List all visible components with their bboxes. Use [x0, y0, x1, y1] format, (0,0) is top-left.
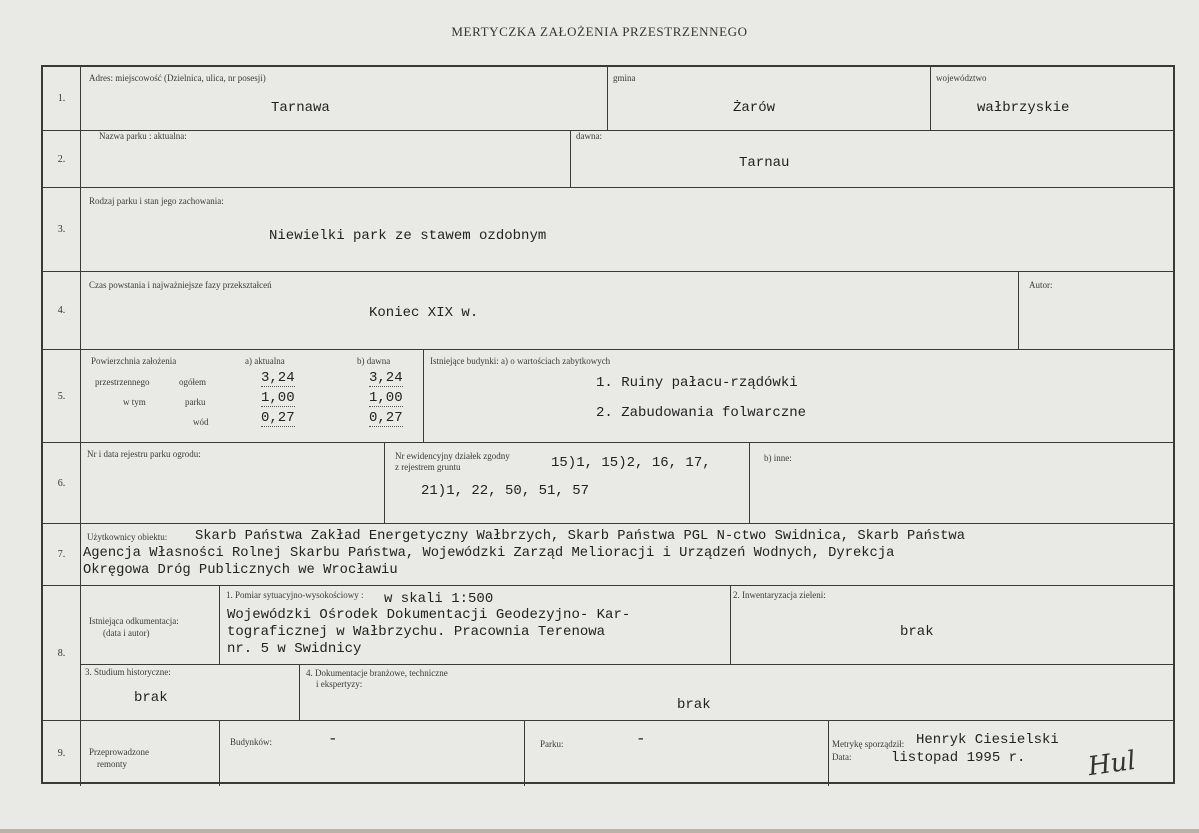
row-number: 3.: [43, 188, 81, 271]
row-park-type: [43, 188, 1173, 272]
incl-label: w tym: [123, 397, 146, 407]
divider: [524, 721, 525, 786]
divider: [423, 350, 424, 442]
row-creation-time: [43, 272, 1173, 350]
park-former-value: 1,00: [369, 390, 403, 406]
users-label: Użytkownicy obiektu:: [87, 532, 168, 542]
row-number: 8.: [43, 586, 81, 720]
voivodeship-label: województwo: [936, 73, 987, 83]
divider: [930, 67, 931, 130]
area-current-header: a) aktualna: [245, 356, 285, 366]
form-table: [41, 65, 1175, 784]
documentation-sub-label: (data i autor): [103, 628, 150, 638]
total-current-value: 3,24: [261, 370, 295, 386]
divider: [1018, 272, 1019, 349]
study-label: 3. Studium historyczne:: [85, 667, 171, 677]
users-line-1: Skarb Państwa Zakład Energetyczny Wałbrzych, Skarb Państwa PGL N-ctwo Swidnica, Skarb Państwa: [195, 529, 965, 544]
row-repairs: [43, 721, 1173, 786]
row-number: 4.: [43, 272, 81, 349]
row-number: 7.: [43, 524, 81, 585]
divider: [299, 664, 300, 721]
gmina-label: gmina: [613, 73, 636, 83]
park-type-value: Niewielki park ze stawem ozdobnym: [269, 228, 547, 244]
plots-line-2: 21)1, 22, 50, 51, 57: [421, 483, 590, 499]
documentation-label: Istniejąca odkumentacja:: [89, 616, 179, 626]
row-park-name: [43, 131, 1173, 188]
building-2: 2. Zabudowania folwarczne: [596, 405, 807, 421]
address-label: Adres: miejscowość (Dzielnica, ulica, nr posesji): [89, 73, 266, 83]
water-current-value: 0,27: [261, 410, 295, 426]
plots-line-1: 15)1, 15)2, 16, 17,: [551, 455, 711, 471]
prepared-by-label: Metrykę sporządził:: [832, 739, 905, 749]
park-area-label: parku: [185, 397, 206, 407]
buildings-repairs-label: Budynków:: [230, 737, 273, 747]
row-area: [43, 350, 1173, 443]
divider: [730, 586, 731, 664]
park-repairs-value: -: [636, 730, 646, 748]
date-label: Data:: [832, 752, 852, 762]
creation-time-value: Koniec XIX w.: [369, 305, 479, 321]
branch-docs-value: brak: [677, 697, 711, 713]
total-former-value: 3,24: [369, 370, 403, 386]
divider: [81, 664, 1175, 665]
park-name-label: Nazwa parku : aktualna:: [99, 131, 187, 141]
page-title: MERTYCZKA ZAŁOŻENIA PRZESTRZENNEGO: [451, 24, 748, 39]
divider: [570, 131, 571, 187]
divider: [219, 586, 220, 664]
survey-label: 1. Pomiar sytuacyjno-wysokościowy :: [226, 590, 364, 600]
branch-docs-label: 4. Dokumentacje branżowe, techniczne: [306, 668, 448, 678]
survey-line-3: tograficznej w Wałbrzychu. Pracownia Terenowa: [227, 624, 606, 640]
row-users: [43, 524, 1173, 586]
divider: [384, 443, 385, 523]
park-repairs-label: Parku:: [540, 739, 564, 749]
repairs-label: Przeprowadzone: [89, 747, 149, 757]
row-documentation: [43, 586, 1173, 721]
handwritten-signature: Hul: [1086, 745, 1138, 783]
users-line-2: Agencja Własności Rolnej Skarbu Państwa, Wojewódzki Zarząd Melioracji i Urządzeń Wodnych, Dyrekcja: [83, 546, 895, 561]
survey-line-2: Wojewódzki Ośrodek Dokumentacji Geodezyjno- Kar-: [227, 607, 631, 623]
gmina-value: Żarów: [733, 100, 776, 116]
survey-line-1: w skali 1:500: [384, 591, 494, 607]
divider: [607, 67, 608, 130]
divider: [219, 721, 220, 786]
users-line-3: Okręgowa Dróg Publicznych we Wrocławiu: [83, 563, 398, 578]
divider: [749, 443, 750, 523]
row-number: 9.: [43, 721, 81, 786]
total-label: ogółem: [179, 377, 206, 387]
row-number: 6.: [43, 443, 81, 523]
plots-label-2: z rejestrem gruntu: [395, 462, 461, 472]
area-label: Powierzchnia założenia: [91, 356, 177, 366]
row-number: 2.: [43, 131, 81, 187]
row-registry: [43, 443, 1173, 524]
creation-time-label: Czas powstania i najważniejsze fazy przekształceń: [89, 280, 272, 290]
study-value: brak: [134, 690, 168, 706]
buildings-label: Istniejące budynki: a) o wartościach zabytkowych: [430, 356, 611, 366]
plots-label-1: Nr ewidencyjny działek zgodny: [395, 451, 510, 461]
voivodeship-value: wałbrzyskie: [977, 100, 1070, 116]
date-value: listopad 1995 r.: [891, 750, 1026, 766]
branch-docs-sub-label: i ekspertyzy:: [316, 679, 363, 689]
address-value: Tarnawa: [271, 100, 330, 116]
park-type-label: Rodzaj parku i stan jego zachowania:: [89, 196, 224, 206]
buildings-repairs-value: -: [328, 730, 338, 748]
row-number: 1.: [43, 67, 81, 130]
water-label: wód: [193, 417, 209, 427]
paper-edge: [0, 829, 1199, 833]
row-number: 5.: [43, 350, 81, 442]
row-address: [43, 67, 1173, 131]
water-former-value: 0,27: [369, 410, 403, 426]
other-label: b) inne:: [764, 453, 792, 463]
building-1: 1. Ruiny pałacu-rządówki: [596, 375, 798, 391]
area-former-header: b) dawna: [357, 356, 391, 366]
repairs-sub-label: remonty: [97, 759, 127, 769]
inventory-value: brak: [900, 624, 934, 640]
space-label: przestrzennego: [95, 377, 150, 387]
inventory-label: 2. Inwentaryzacja zieleni:: [733, 590, 826, 600]
divider: [828, 721, 829, 786]
author-label: Autor:: [1029, 280, 1053, 290]
prepared-by-value: Henryk Ciesielski: [916, 732, 1059, 748]
former-name-value: Tarnau: [739, 155, 790, 171]
former-name-label: dawna:: [576, 131, 602, 141]
park-current-value: 1,00: [261, 390, 295, 406]
survey-line-4: nr. 5 w Swidnicy: [227, 641, 362, 657]
registry-label: Nr i data rejestru parku ogrodu:: [87, 449, 201, 459]
